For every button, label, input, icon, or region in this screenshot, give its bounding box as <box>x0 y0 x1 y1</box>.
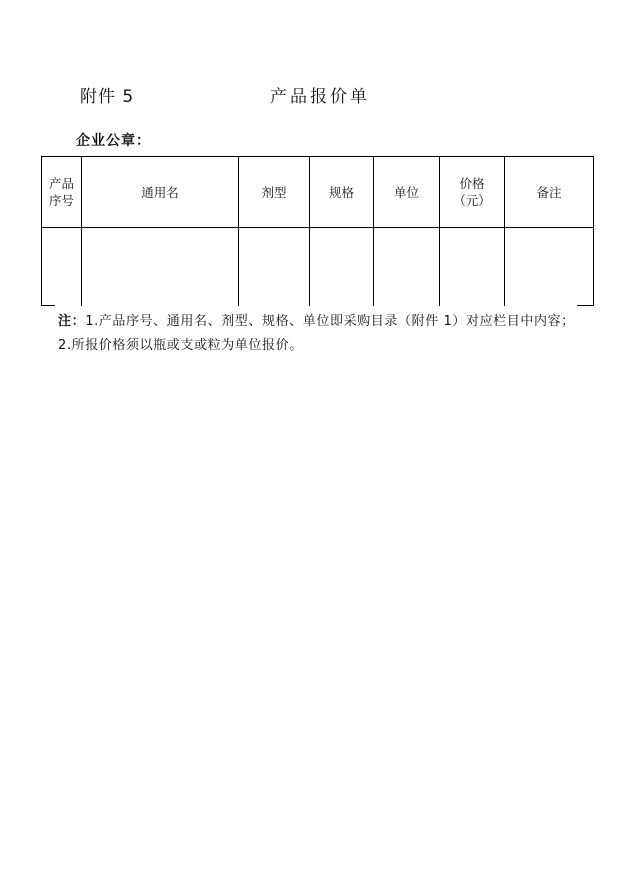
document-title: 产品报价单 <box>270 87 370 107</box>
attachment-label: 附件 5 <box>80 87 135 107</box>
column-header-line: 备注 <box>536 184 562 200</box>
table-cell[interactable] <box>310 228 374 307</box>
company-seal-label: 企业公章： <box>76 133 151 149</box>
table-cell[interactable] <box>374 228 440 307</box>
column-header-line: 规格 <box>328 184 354 200</box>
column-header-product-no <box>42 157 82 228</box>
column-header-unit <box>374 157 440 228</box>
column-header-specification <box>310 157 374 228</box>
column-header-generic-name <box>82 157 239 228</box>
table-cell[interactable] <box>440 228 505 307</box>
table-bottom-border-left <box>41 305 55 306</box>
column-header-line: 产品 <box>48 176 74 191</box>
table-cell[interactable] <box>82 228 239 307</box>
table-row <box>42 228 594 307</box>
table-cell[interactable] <box>505 228 594 307</box>
table-header-row <box>42 157 594 228</box>
footnote-prefix: 注： <box>58 314 86 329</box>
quotation-table <box>41 156 594 306</box>
table-cell[interactable] <box>42 228 82 307</box>
column-header-line: 序号 <box>48 193 74 208</box>
table-bottom-border-right <box>577 305 593 306</box>
table-bottom-border <box>41 305 593 306</box>
column-header-line: 单位 <box>393 184 419 200</box>
column-header-dosage-form <box>239 157 310 228</box>
column-header-line: （元） <box>453 193 491 208</box>
column-header-line: 价格 <box>459 176 485 191</box>
table-cell[interactable] <box>239 228 310 307</box>
column-header-remarks <box>505 157 594 228</box>
column-header-price <box>440 157 505 228</box>
column-header-line: 通用名 <box>141 184 179 200</box>
footnote <box>58 310 588 358</box>
column-header-line: 剂型 <box>261 184 287 200</box>
footnote-text: 1.产品序号、通用名、剂型、规格、单位即采购目录（附件 1）对应栏目中内容；2.所报价格须以瓶或支或粒为单位报价。 <box>58 314 575 353</box>
